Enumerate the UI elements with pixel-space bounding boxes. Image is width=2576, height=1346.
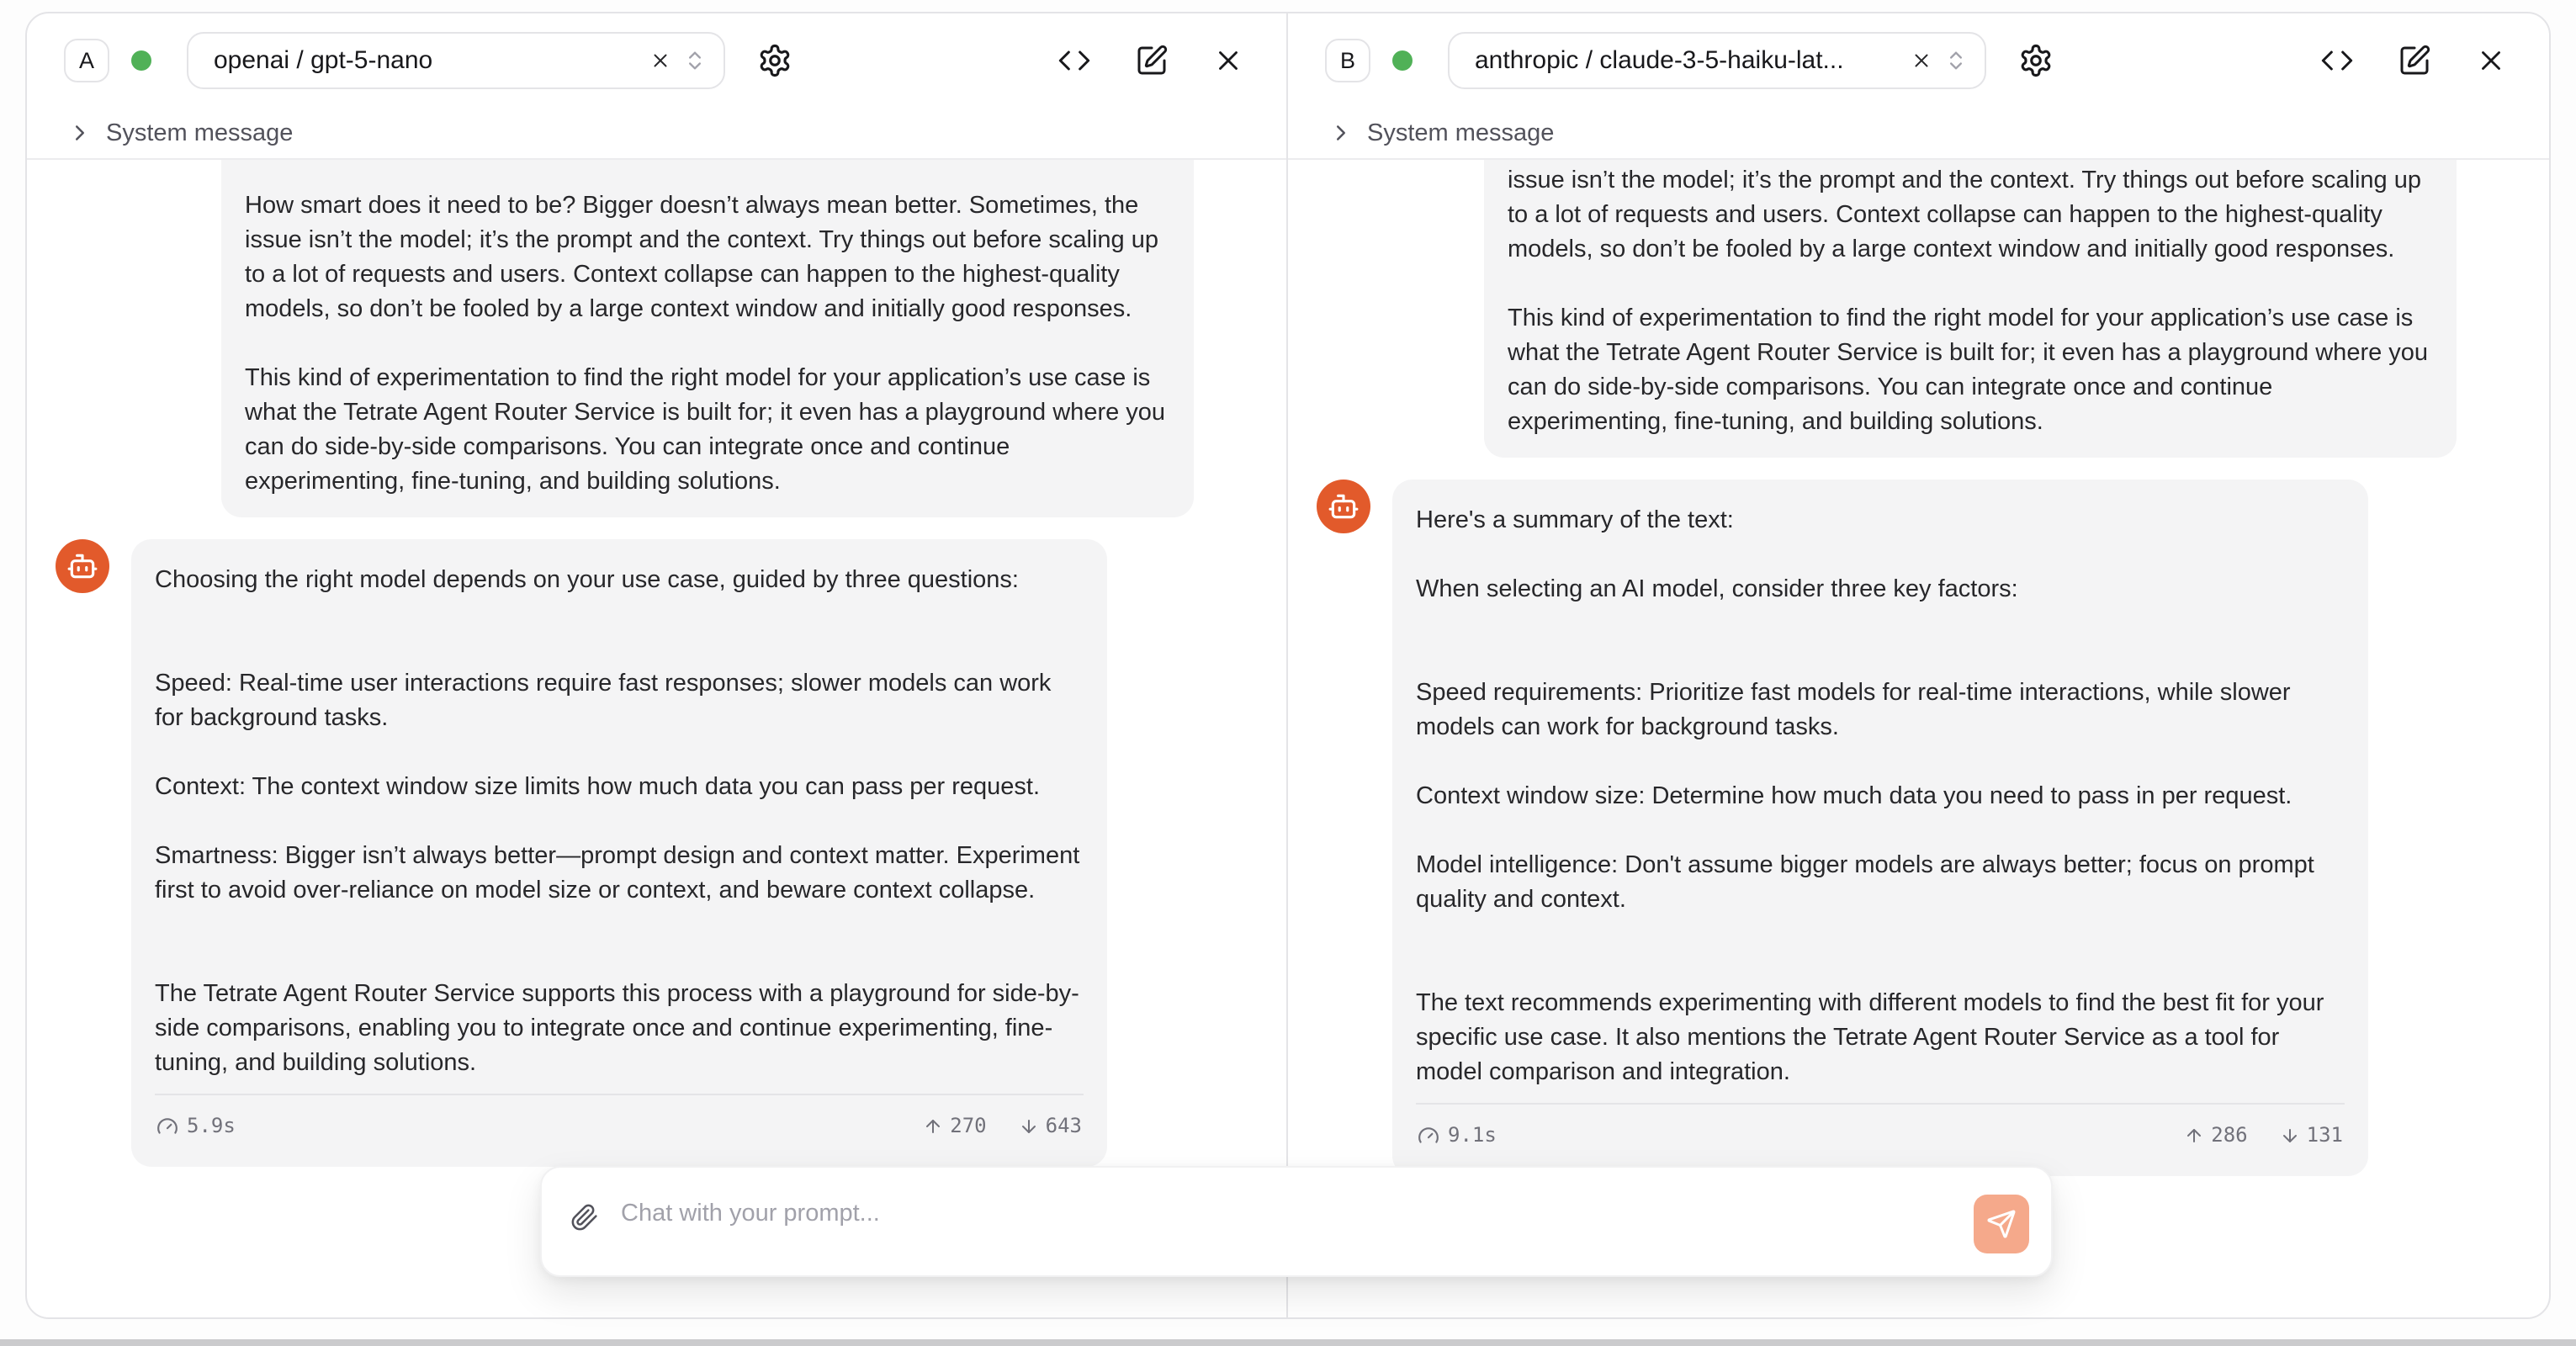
latency-value: 5.9s	[187, 1114, 236, 1137]
assistant-message-row	[52, 539, 1261, 1167]
arrow-down-icon	[2280, 1126, 2300, 1146]
assistant-avatar	[1317, 480, 1370, 533]
close-icon	[649, 50, 671, 72]
edit-icon	[1135, 44, 1169, 77]
system-message-label: System message	[106, 119, 294, 146]
compare-panels	[25, 12, 2551, 1319]
assistant-message-row	[1313, 480, 2524, 1176]
chevron-right-icon	[1328, 120, 1354, 146]
close-panel-button[interactable]	[2475, 45, 2507, 77]
assistant-message-text: Here's a summary of the text: When selecting an AI model, consider three key factors: Speed requirements: Prioritize fast models for real-time interactions, while slower models can work for background tasks. Context window size: Determine how much data you need to pass in per request. Model intelligence: Don't assume bigger models are always better; focus on prompt quality and context. The text recommends experimenting with different models to find the best fit for your specific use case. It also mentions the Tetrate Agent Router Service as a tool for model comparison and integration.	[1416, 506, 2324, 1085]
user-message-bubble	[1484, 160, 2457, 458]
completion-tokens-stat	[1019, 1109, 1082, 1143]
user-message-bubble	[221, 160, 1194, 517]
user-message-text: How smart does it need to be? Bigger doesn’t always mean better. Sometimes, the issue isn’t the model; it’s the prompt and the context. Try things out before scaling up to a lot of requests and users. Context collapse can happen to the highest-quality models, so don’t be fooled by a large context window and initially good responses. This kind of experimentation to find the right model for your application’s use case is what the Tetrate Agent Router Service is built for; it even has a playground where you can do side-by-side comparisons. You can integrate once and continue experimenting, fine-tuning, and building solutions.	[245, 192, 1166, 495]
view-code-button[interactable]	[2320, 44, 2354, 77]
edit-prompt-button[interactable]	[2398, 44, 2431, 77]
assistant-message-bubble	[1392, 480, 2368, 1176]
user-message-text: issue isn’t the model; it’s the prompt and the context. Try things out before scaling up to a lot of requests and users. Context collapse can happen to the highest-quality models, so don’t be fooled by a large context window and initially good responses. This kind of experimentation to find the right model for your application’s use case is what the Tetrate Agent Router Service is built for; it even has a playground where you can do side-by-side comparisons. You can integrate once and continue experimenting, fine-tuning, and building solutions.	[1508, 167, 2429, 435]
chevrons-up-down-icon	[683, 49, 707, 72]
view-code-button[interactable]	[1057, 44, 1091, 77]
edit-prompt-button[interactable]	[1135, 44, 1169, 77]
panel-b-header	[1288, 13, 2549, 108]
panel-badge: A	[64, 39, 109, 82]
prompt-tokens-stat	[2184, 1118, 2247, 1153]
bot-icon	[66, 550, 98, 582]
gear-icon	[757, 43, 792, 78]
model-status-dot	[1392, 50, 1413, 71]
system-message-toggle[interactable]	[1288, 108, 2549, 160]
gauge-icon	[1418, 1125, 1439, 1147]
model-selector[interactable]	[1448, 32, 1986, 89]
arrow-up-icon	[2184, 1126, 2204, 1146]
close-icon	[1911, 50, 1932, 72]
prompt-tokens-value: 270	[950, 1114, 987, 1137]
gear-icon	[2018, 43, 2054, 78]
model-panel-b	[1288, 13, 2549, 1317]
arrow-up-icon	[923, 1116, 943, 1137]
clear-model-button[interactable]	[649, 50, 671, 72]
model-name: openai / gpt-5-nano	[214, 46, 433, 74]
model-name: anthropic / claude-3-5-haiku-lat...	[1475, 46, 1844, 74]
assistant-message-bubble	[131, 539, 1107, 1167]
chat-composer	[540, 1166, 2053, 1277]
chat-transcript[interactable]	[1288, 160, 2549, 1317]
model-settings-button[interactable]	[2018, 43, 2054, 78]
latency-stat	[156, 1109, 236, 1143]
model-selector[interactable]	[187, 32, 725, 89]
message-stats	[155, 1094, 1084, 1152]
assistant-avatar	[56, 539, 109, 593]
model-status-dot	[131, 50, 151, 71]
panel-badge: B	[1325, 39, 1370, 82]
latency-stat	[1418, 1118, 1497, 1153]
clear-model-button[interactable]	[1911, 50, 1932, 72]
assistant-message-text: Choosing the right model depends on your use case, guided by three questions: Speed: Real-time user interactions require fast responses; slower models can work for background tasks. Context: The context window size limits how much data you can pass per request. Smartness: Bigger isn’t always better—prompt design and context matter. Experiment first to avoid over-reliance on model size or context, and beware context collapse. The Tetrate Agent Router Service supports this process with a playground for side-by-side comparisons, enabling you to integrate once and continue experimenting, fine-tuning, and building solutions.	[155, 566, 1080, 1076]
edit-icon	[2398, 44, 2431, 77]
bot-icon	[1328, 490, 1360, 522]
system-message-label: System message	[1367, 119, 1555, 146]
chevron-right-icon	[67, 120, 93, 146]
latency-value: 9.1s	[1448, 1123, 1497, 1147]
completion-tokens-stat	[2280, 1118, 2343, 1153]
attach-file-button[interactable]	[570, 1203, 599, 1232]
model-settings-button[interactable]	[757, 43, 792, 78]
code-icon	[2320, 44, 2354, 77]
send-button[interactable]	[1974, 1195, 2029, 1253]
chevrons-up-down-icon	[1944, 49, 1968, 72]
completion-tokens-value: 131	[2306, 1123, 2343, 1147]
send-icon	[1986, 1209, 2017, 1239]
code-icon	[1057, 44, 1091, 77]
arrow-down-icon	[1019, 1116, 1039, 1137]
chat-input[interactable]	[621, 1193, 1959, 1265]
close-icon	[1212, 45, 1244, 77]
close-icon	[2475, 45, 2507, 77]
close-panel-button[interactable]	[1212, 45, 1244, 77]
message-stats	[1416, 1103, 2345, 1161]
window-edge	[0, 1339, 2576, 1346]
completion-tokens-value: 643	[1045, 1114, 1082, 1137]
panel-a-header	[27, 13, 1286, 108]
model-panel-a	[27, 13, 1288, 1317]
system-message-toggle[interactable]	[27, 108, 1286, 160]
paperclip-icon	[570, 1203, 599, 1232]
prompt-tokens-value: 286	[2211, 1123, 2248, 1147]
gauge-icon	[156, 1115, 178, 1137]
chat-transcript[interactable]	[27, 160, 1286, 1317]
prompt-tokens-stat	[923, 1109, 986, 1143]
